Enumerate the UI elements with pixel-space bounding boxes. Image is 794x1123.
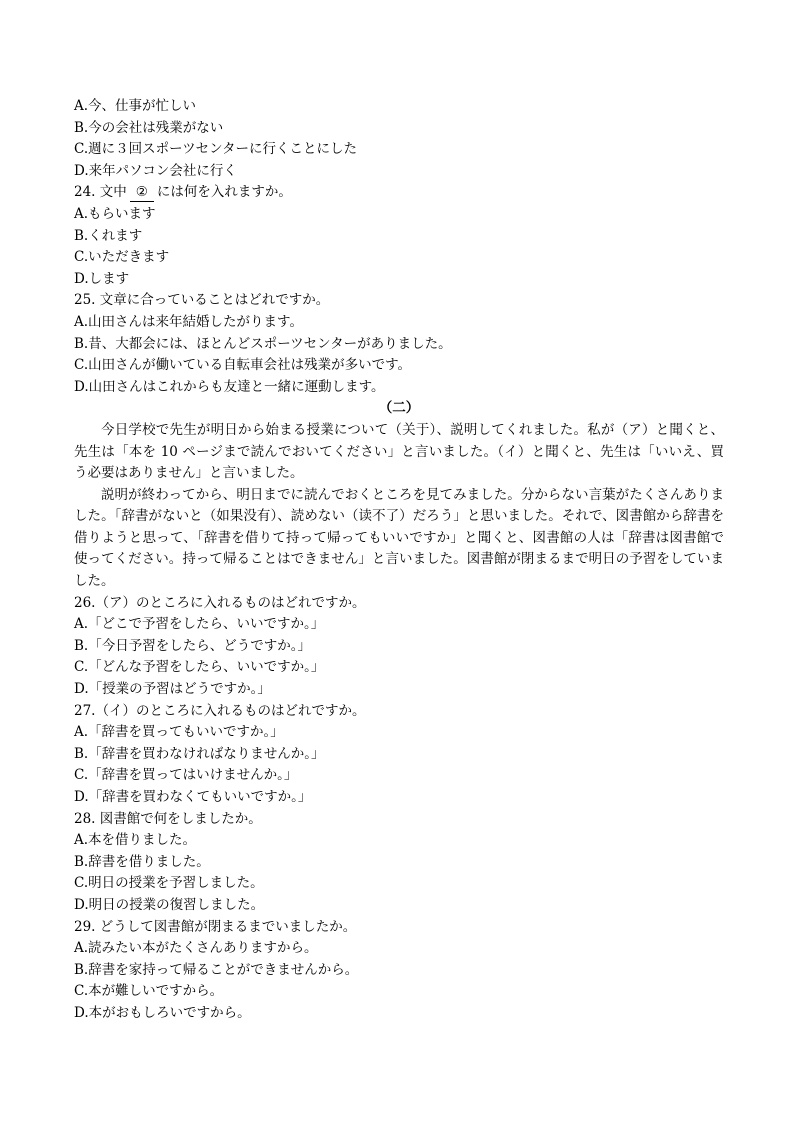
passage-paragraph-2: 説明が終わってから、明日までに読んでおくところを見てみました。分からない言葉がたくさんありました。「辞書がないと（如果没有）、読めない（读不了）だろう」と思いました。それで、図書館から辞書を借りようと思って、「辞書を借りて持って帰ってもいいですか」と聞くと、図書館の人は「辞書は図書館で使ってください。持って帰ることはできません」と言いました。図書館が閉まるまで明日の予習をしていました。 bbox=[74, 486, 724, 590]
q25-option-b: B.昔、大都会には、ほとんどスポーツセンターがありました。 bbox=[74, 335, 452, 352]
q25-option-a: A.山田さんは来年結婚したがります。 bbox=[74, 313, 303, 330]
q25-question: 25. 文章に合っていることはどれですか。 bbox=[74, 292, 330, 309]
q28-question: 28. 図書館で何をしましたか。 bbox=[74, 810, 262, 827]
q26-question: 26.（ア）のところに入れるものはどれですか。 bbox=[74, 594, 366, 611]
q26-option-a: A.「どこで予習をしたら、いいですか。」 bbox=[74, 616, 325, 633]
q23-option-d: D.来年パソコン会社に行く bbox=[74, 162, 237, 179]
q28-option-a: A.本を借りました。 bbox=[74, 832, 197, 849]
q23-option-c: C.週に３回スポーツセンターに行くことにした bbox=[74, 141, 358, 158]
q26-option-b: B.「今日予習をしたら、どうですか。」 bbox=[74, 637, 311, 654]
q24-option-d: D.します bbox=[74, 270, 130, 287]
q24-suffix: には何を入れますか。 bbox=[156, 184, 292, 201]
q25-option-c: C.山田さんが働いている自転車会社は残業が多いです。 bbox=[74, 357, 412, 374]
q23-option-b: B.今の会社は残業がない bbox=[74, 119, 224, 136]
q25-option-d: D.山田さんはこれからも友達と一緒に運動します。 bbox=[74, 378, 385, 395]
q28-option-d: D.明日の授業の復習しました。 bbox=[74, 896, 265, 913]
q27-option-d: D.「辞書を買わなくてもいいですか。」 bbox=[74, 789, 312, 805]
q29-option-d: D.本がおもしろいですから。 bbox=[74, 1004, 251, 1021]
section-title: （二） bbox=[378, 400, 420, 417]
q29-option-b: B.辞書を家持って帰ることができませんから。 bbox=[74, 961, 359, 978]
q27-option-c: C.「辞書を買ってはいけませんか。」 bbox=[74, 767, 298, 784]
q27-option-a: A.「辞書を買ってもいいですか。」 bbox=[74, 724, 284, 741]
q24-question bbox=[74, 182, 724, 204]
q24-option-a: A.もらいます bbox=[74, 205, 156, 222]
q29-option-c: C.本が難しいですから。 bbox=[74, 983, 224, 1000]
q28-option-b: B.辞書を借りました。 bbox=[74, 853, 210, 870]
q27-option-b: B.「辞書を買わなければなりませんか。」 bbox=[74, 745, 325, 762]
q26-option-d: D.「授業の予習はどうですか。」 bbox=[74, 681, 271, 698]
q24-blank: ② bbox=[130, 184, 154, 202]
q26-option-c: C.「どんな予習をしたら、いいですか。」 bbox=[74, 659, 325, 676]
q27-question: 27.（イ）のところに入れるものはどれですか。 bbox=[74, 702, 366, 719]
q29-option-a: A.読みたい本がたくさんありますから。 bbox=[74, 940, 318, 957]
q29-question: 29. どうして図書館が閉まるまでいましたか。 bbox=[74, 918, 357, 935]
passage-paragraph-1: 今日学校で先生が明日から始まる授業について（关于）、説明してくれました。私が（ア）と聞くと、先生は「本を 10 ページまで読んでおいてください」と言いました。（イ）と聞くと、先生は「いいえ、買う必要はありません」と言いました。 bbox=[74, 421, 724, 482]
q24-option-b: B.くれます bbox=[74, 227, 143, 244]
exam-page bbox=[74, 96, 724, 1025]
q24-option-c: C.いただきます bbox=[74, 249, 170, 266]
q23-option-a: A.今、仕事が忙しい bbox=[74, 98, 197, 114]
q28-option-c: C.明日の授業を予習しました。 bbox=[74, 875, 264, 892]
q24-prefix: 24. 文中 bbox=[74, 184, 127, 201]
